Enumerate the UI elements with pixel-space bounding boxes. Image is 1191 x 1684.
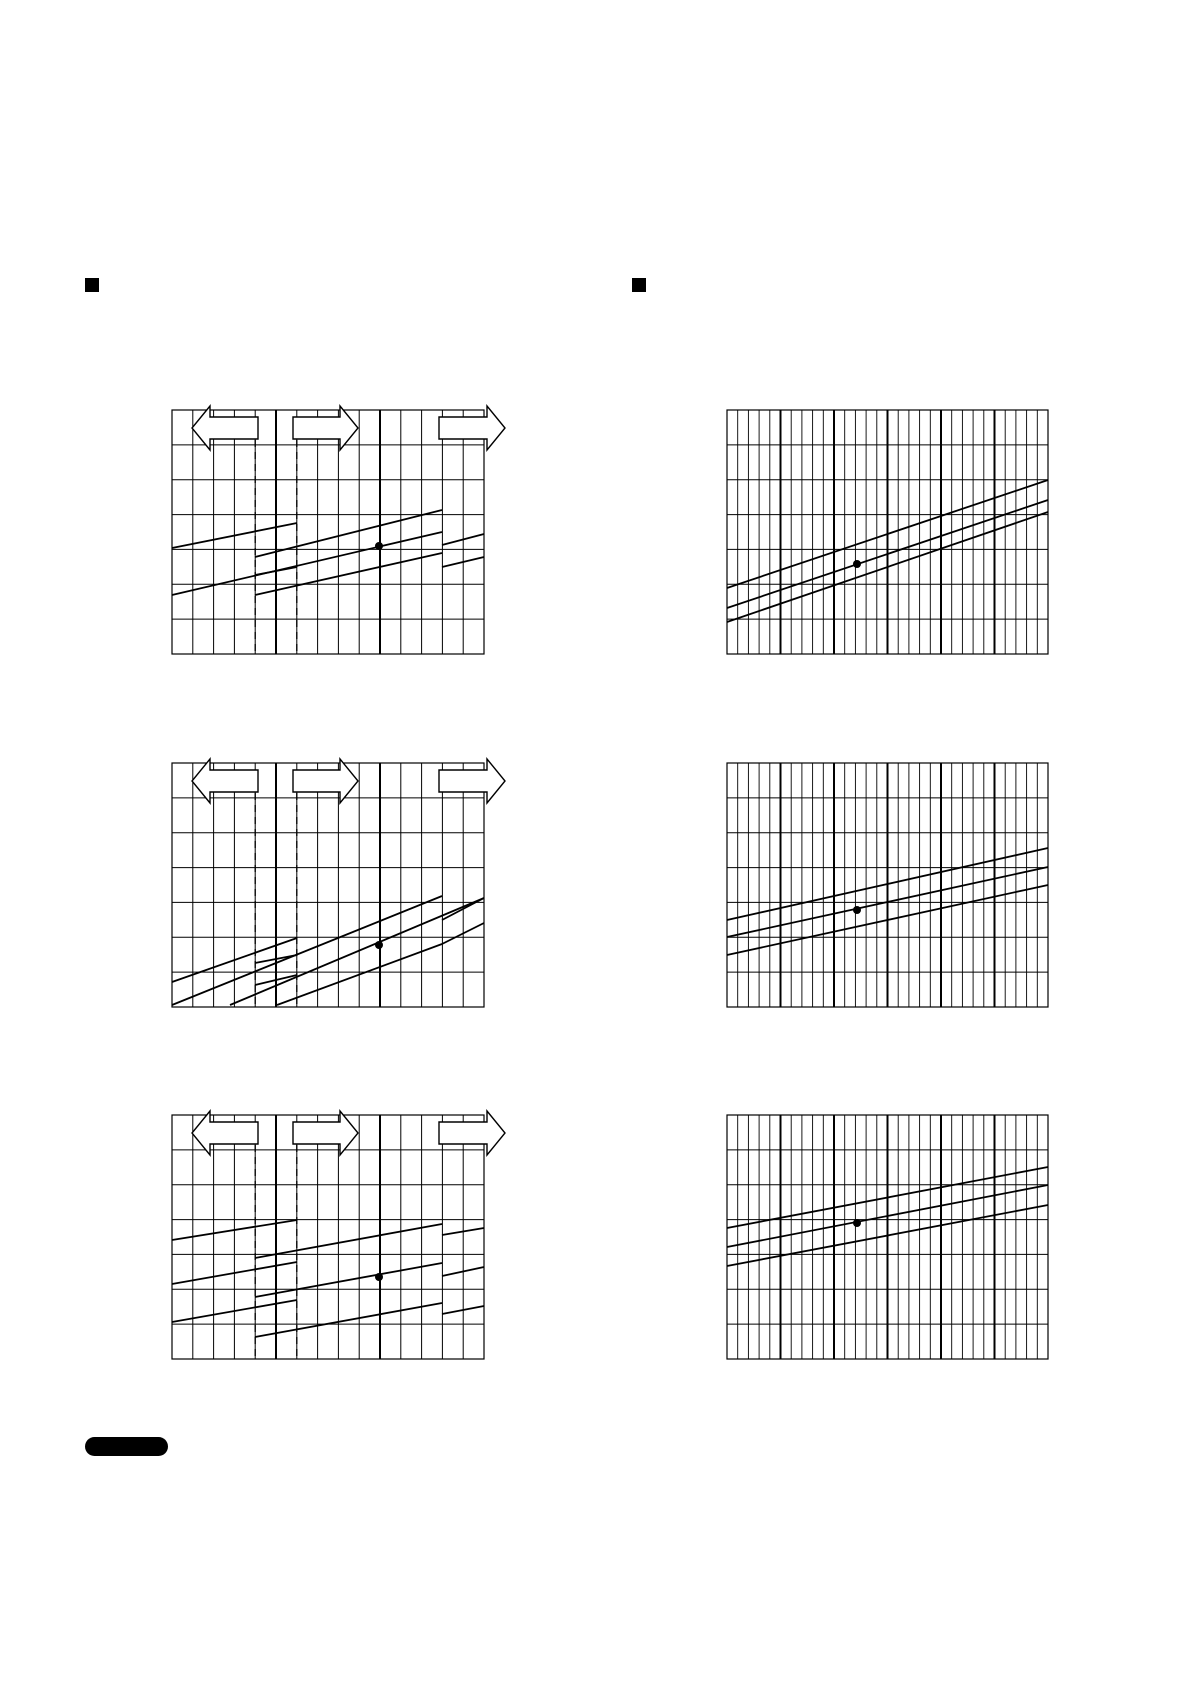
graph-frame	[172, 1115, 484, 1359]
right-arrow-icon	[439, 1111, 505, 1155]
left-arrow-icon	[192, 1111, 258, 1155]
operating-point-marker	[375, 941, 383, 949]
right-graph-1	[727, 410, 1048, 654]
curve-line	[255, 1263, 442, 1297]
left-graph-3	[172, 1111, 505, 1359]
curve-line	[255, 553, 442, 595]
right-arrow-icon	[439, 406, 505, 450]
left-arrow-icon	[192, 759, 258, 803]
left-graph-2	[172, 759, 505, 1007]
operating-point-marker	[375, 1273, 383, 1281]
right-arrow-icon	[293, 1111, 358, 1155]
right-arrow-icon	[293, 759, 358, 803]
curve-line	[255, 1303, 442, 1337]
operating-point-marker	[375, 542, 383, 550]
operating-point-marker	[853, 1219, 861, 1227]
graph-frame	[172, 763, 484, 1007]
curve-line	[255, 510, 442, 557]
curve-line	[255, 1224, 442, 1258]
curve-line	[172, 532, 442, 595]
right-arrow-icon	[293, 406, 358, 450]
right-arrow-icon	[439, 759, 505, 803]
curve-line	[172, 896, 442, 1005]
operating-point-marker	[853, 560, 861, 568]
operating-point-marker	[853, 906, 861, 914]
right-graph-3	[727, 1115, 1048, 1359]
left-graph-1	[172, 406, 505, 654]
left-arrow-icon	[192, 406, 258, 450]
note-badge-icon	[85, 1437, 168, 1456]
right-graph-2	[727, 763, 1048, 1007]
graph-frame	[172, 410, 484, 654]
curve-line	[230, 898, 484, 1005]
